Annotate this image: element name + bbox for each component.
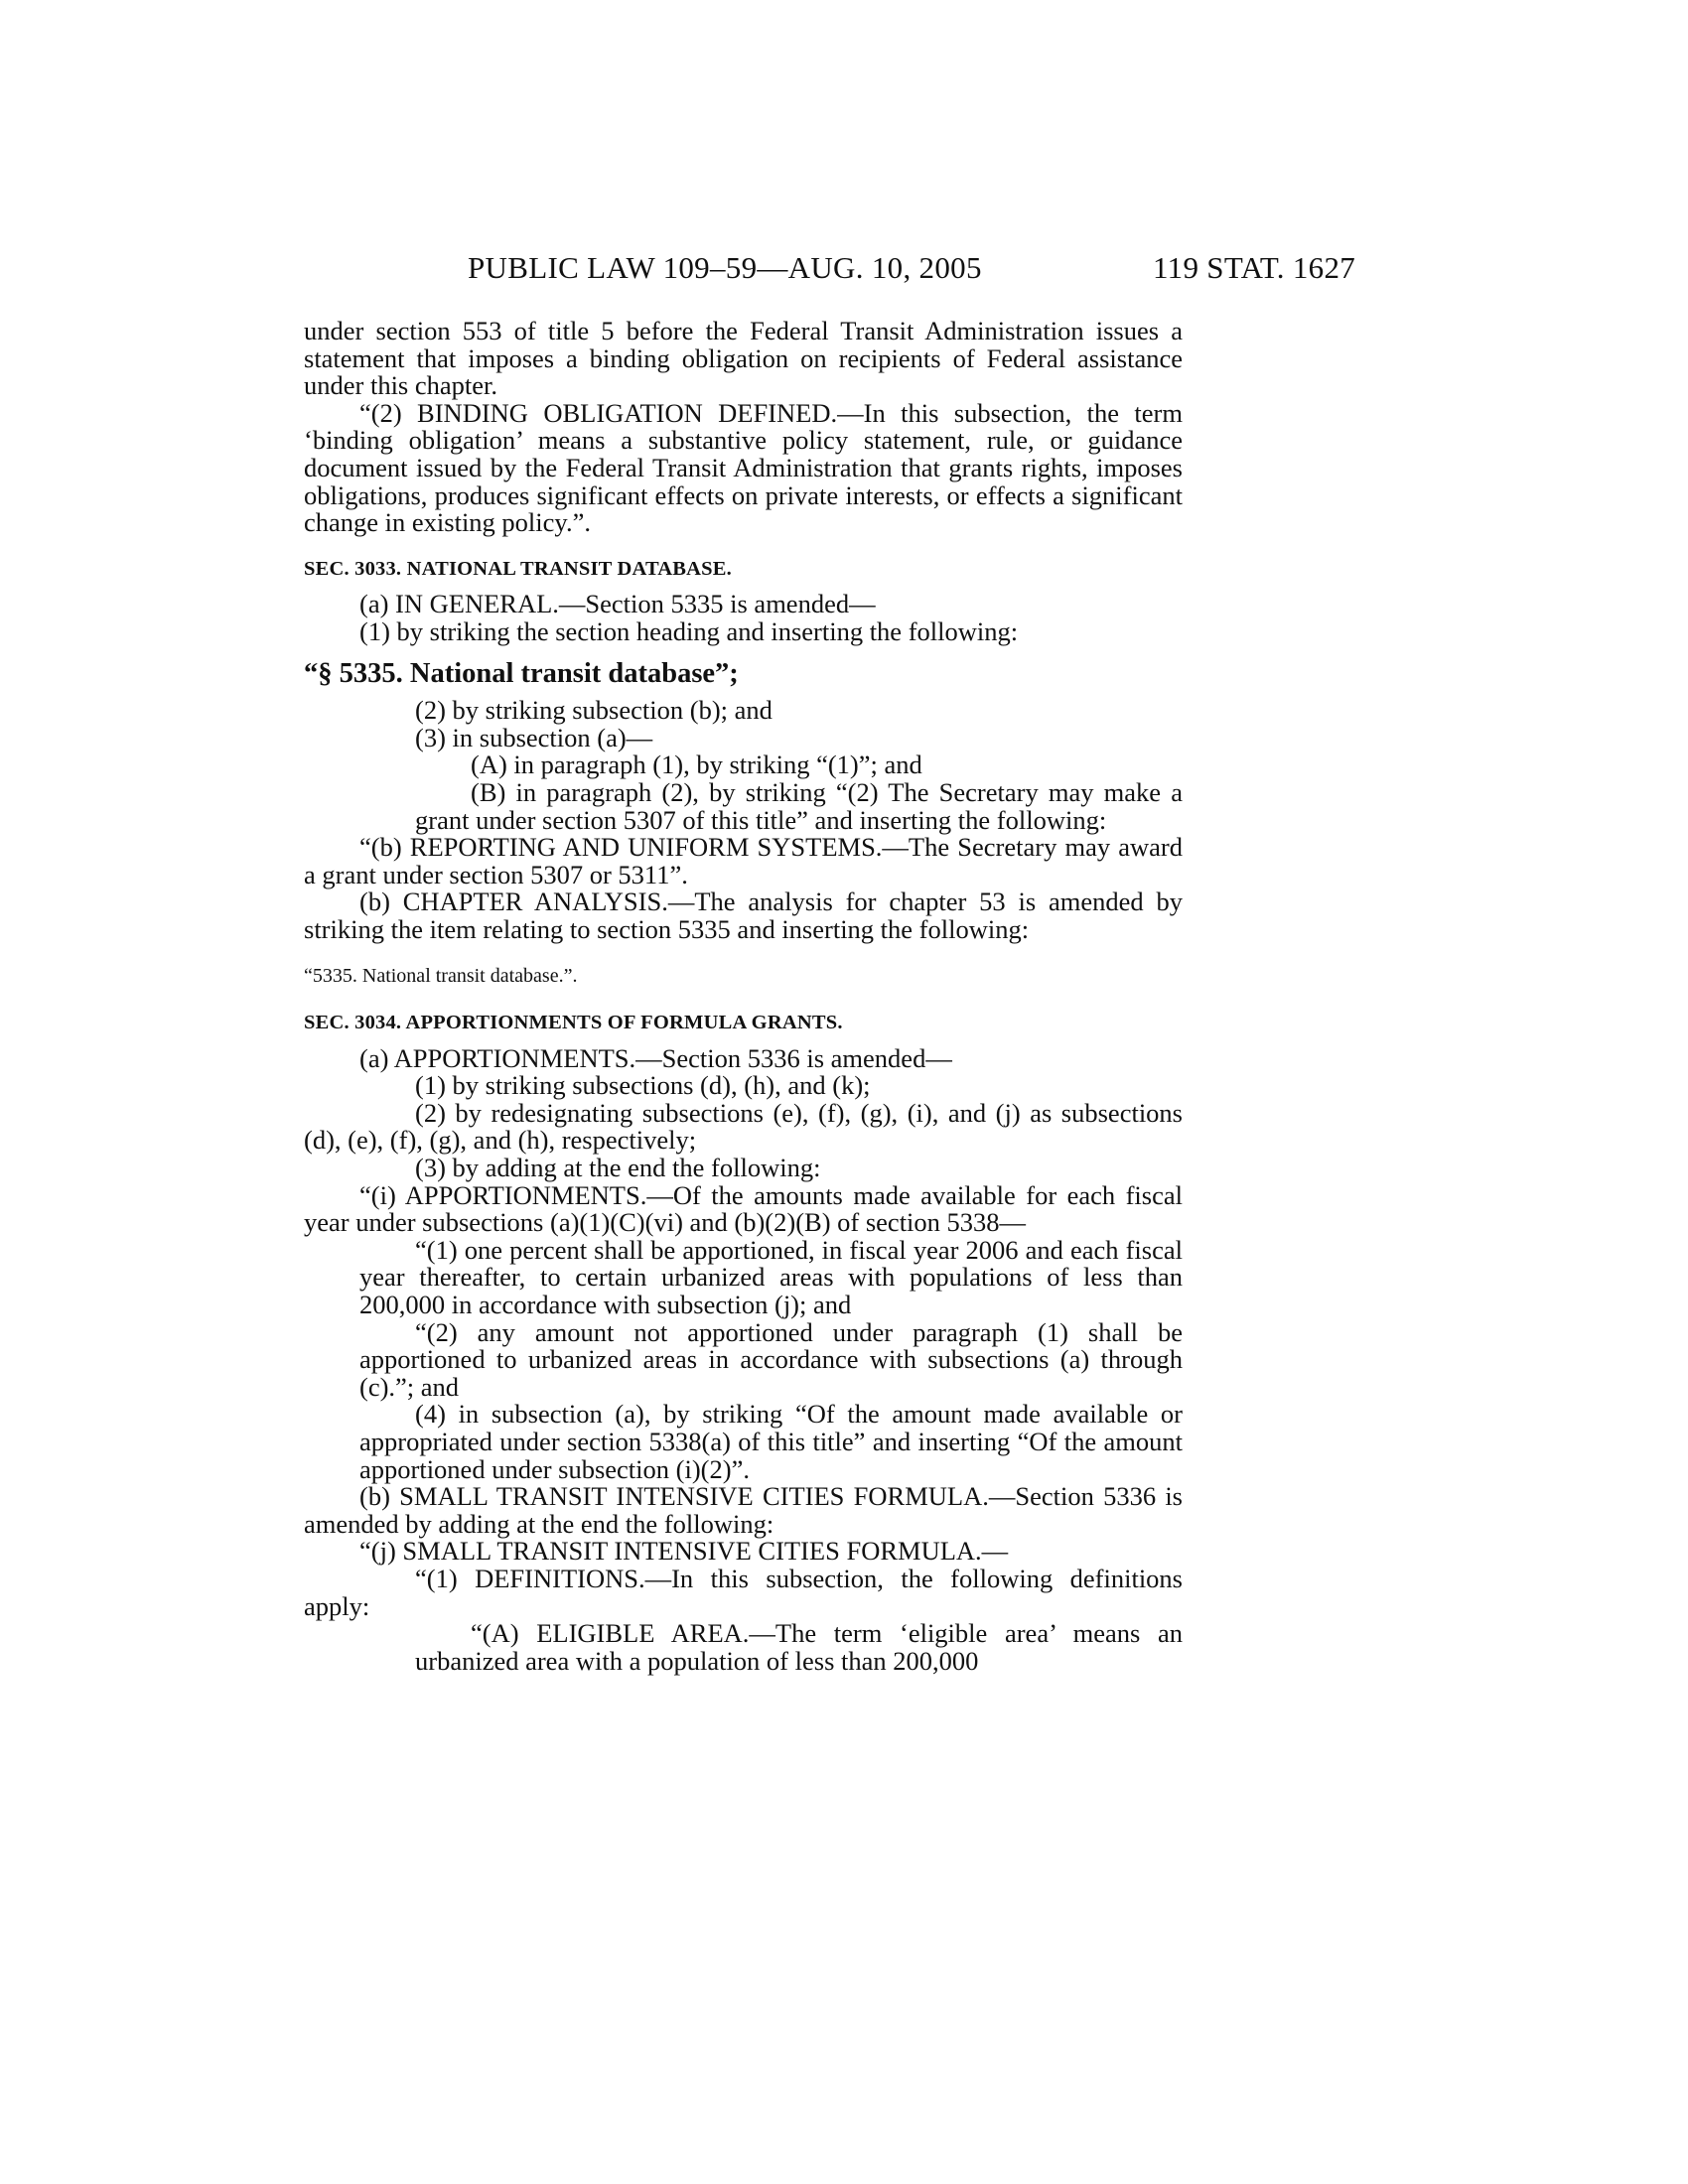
paragraph: “(2) BINDING OBLIGATION DEFINED.—In this subsection, the term ‘binding obligation’ means a substantive policy statement, rule, or guidance document issued by the Federal Transit Administration that grants rights, imposes obligations, produces significant effects on private interests, or effects a significant change in existing policy.”. (304, 397, 1183, 538)
paragraph: “(b) REPORTING AND UNIFORM SYSTEMS.—The Secretary may award a grant under section 5307 or 5311”. (304, 832, 1183, 889)
paragraph: “(j) SMALL TRANSIT INTENSIVE CITIES FORMULA.— (359, 1536, 1009, 1567)
paragraph: under section 553 of title 5 before the Federal Transit Administration issues a statement that imposes a binding obligation on recipients of Federal assistance under this chapter. (304, 316, 1183, 401)
paragraph: (1) by striking subsections (d), (h), and (k); (415, 1070, 871, 1101)
paragraph: “(2) any amount not apportioned under paragraph (1) shall be apportioned to urbanized areas in accordance with subsections (a) through (c).”; and (359, 1316, 1183, 1402)
table-of-contents-item: “5335. National transit database.”. (304, 965, 578, 988)
paragraph: (2) by striking subsection (b); and (415, 695, 773, 726)
paragraph: “(A) ELIGIBLE AREA.—The term ‘eligible area’ means an urbanized area with a population of less than 200,000 (415, 1618, 1183, 1676)
paragraph: (b) SMALL TRANSIT INTENSIVE CITIES FORMULA.—Section 5336 is amended by adding at the end the following: (304, 1481, 1183, 1539)
document-body (304, 318, 1183, 1675)
paragraph: (B) in paragraph (2), by striking “(2) The Secretary may make a grant under section 5307 of this title” and inserting the following: (415, 776, 1183, 835)
section-heading: SEC. 3033. NATIONAL TRANSIT DATABASE. (304, 557, 732, 580)
statute-section-heading: “§ 5335. National transit database”; (304, 657, 739, 689)
statute-citation: 119 STAT. 1627 (1153, 250, 1356, 285)
running-head: PUBLIC LAW 109–59—AUG. 10, 2005 (468, 250, 982, 285)
paragraph: (b) CHAPTER ANALYSIS.—The analysis for chapter 53 is amended by striking the item relating to section 5335 and inserting the following: (304, 887, 1183, 944)
paragraph: (a) IN GENERAL.—Section 5335 is amended— (359, 589, 876, 619)
paragraph: (3) by adding at the end the following: (415, 1153, 821, 1183)
paragraph: (a) APPORTIONMENTS.—Section 5336 is amended— (359, 1042, 952, 1073)
paragraph: (3) in subsection (a)— (415, 722, 653, 752)
paragraph: “(i) APPORTIONMENTS.—Of the amounts made available for each fiscal year under subsections (a)(1)(C)(vi) and (b)(2)(B) of section 5338— (304, 1179, 1183, 1238)
paragraph: “(1) one percent shall be apportioned, in fiscal year 2006 and each fiscal year thereafter, to certain urbanized areas with populations of less than 200,000 in accordance with subsection (j); and (359, 1234, 1183, 1319)
paragraph: (A) in paragraph (1), by striking “(1)”; and (471, 750, 922, 780)
page-header (0, 250, 1688, 290)
paragraph: (2) by redesignating subsections (e), (f), (g), (i), and (j) as subsections (d), (e), (f), (g), and (h), respectively; (304, 1097, 1183, 1156)
paragraph: “(1) DEFINITIONS.—In this subsection, the following definitions apply: (304, 1563, 1183, 1621)
paragraph: (4) in subsection (a), by striking “Of the amount made available or appropriated under section 5338(a) of this title” and inserting “Of the amount apportioned under subsection (i)(2)”. (359, 1399, 1183, 1484)
section-heading: SEC. 3034. APPORTIONMENTS OF FORMULA GRANTS. (304, 1012, 843, 1034)
paragraph: (1) by striking the section heading and inserting the following: (359, 615, 1019, 646)
